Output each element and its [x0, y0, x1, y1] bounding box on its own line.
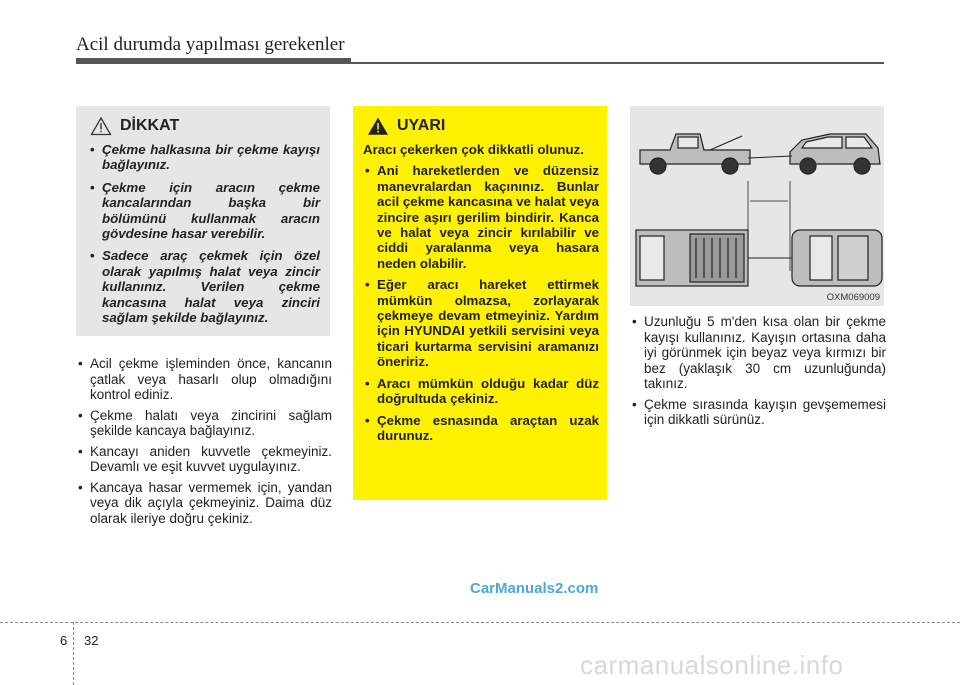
tow-strap-side	[748, 156, 792, 158]
list-item: • Çekme sırasında kayışın gevşememesi için dikkatli sürünüz.	[630, 397, 886, 428]
list-item: • Kancaya hasar vermemek için, yandan veya dik açıyla çekmeyiniz. Daima düz olarak ileriye doğru çekiniz.	[76, 480, 332, 527]
footer-divider	[0, 622, 960, 624]
tow-strap-instructions-list	[630, 314, 886, 433]
warning-triangle-icon	[367, 116, 389, 136]
watermark-carmanuals2[interactable]: CarManuals2.com	[470, 580, 599, 597]
warning-item: • Aracı mümkün olduğu kadar düz doğrultuda çekiniz.	[363, 376, 599, 407]
tow-truck-top-icon	[636, 230, 748, 286]
watermark-carmanualsonline: carmanualsonline.info	[580, 650, 844, 680]
list-item: • Kancayı aniden kuvvetle çekmeyiniz. Devamlı ve eşit kuvvet uygulayınız.	[76, 444, 332, 475]
caution-box	[76, 106, 330, 336]
caution-list	[88, 142, 320, 325]
header-bar-thin	[351, 62, 884, 64]
warning-item: • Çekme esnasında araçtan uzak durunuz.	[363, 413, 599, 444]
figure-code: OXM069009	[826, 292, 880, 303]
list-item: • Çekme halatı veya zincirini sağlam şekilde kancaya bağlayınız.	[76, 408, 332, 439]
warning-title: UYARI	[397, 117, 446, 134]
warning-box	[353, 106, 607, 500]
towing-illustration-drawing	[630, 106, 884, 306]
header-bar-thick	[76, 58, 351, 64]
list-item: • Acil çekme işleminden önce, kancanın çatlak veya hasarlı olup olmadığını kontrol ediniz.	[76, 356, 332, 403]
suv-side-icon	[790, 134, 880, 174]
warning-item: • Ani hareketlerden ve düzensiz manevralardan kaçınınız. Bunlar acil çekme kancasına ve halat veya zincire aşırı gerilim bindirir. Kanca ve halat veya zincir kırılabilir ve ciddi yaralanma veya hasara neden olabilir.	[363, 163, 599, 271]
list-item: • Uzunluğu 5 m'den kısa olan bir çekme kayışı kullanınız. Kayışın ortasına daha iyi görünmek için beyaz veya kırmızı bir bez (yaklaşık 30 cm uzunluğunda) takınız.	[630, 314, 886, 392]
caution-item: • Sadece araç çekmek için özel olarak yapılmış halat veya zincir kullanınız. Verilen çekme kancasına halat veya zinciri sağlam şekilde bağlayınız.	[88, 248, 320, 325]
page-number: 32	[84, 633, 99, 648]
warning-item: • Eğer aracı hareket ettirmek mümkün olmazsa, zorlayarak çekmeye devam etmeyiniz. Yardım için HYUNDAI yetkili servisini veya ticari kurtarma servisini aramanızı öneririz.	[363, 277, 599, 369]
tow-truck-side-icon	[640, 134, 750, 174]
towing-illustration	[630, 106, 884, 306]
footer-vertical-divider	[73, 622, 75, 685]
page-header-title: Acil durumda yapılması gerekenler	[76, 34, 345, 55]
suv-top-icon	[792, 230, 882, 286]
warning-header	[367, 116, 599, 136]
caution-item: • Çekme halkasına bir çekme kayışı bağlayınız.	[88, 142, 320, 173]
warning-triangle-icon	[90, 116, 112, 136]
warning-list	[363, 163, 599, 443]
towing-instructions-list	[76, 356, 332, 531]
page-section-number: 6	[60, 633, 68, 648]
caution-item: • Çekme için aracın çekme kancalarından başka bir bölümünü kullanmak aracın gövdesine hasar verebilir.	[88, 180, 320, 242]
caution-title: DİKKAT	[120, 117, 180, 134]
warning-intro: Aracı çekerken çok dikkatli olunuz.	[363, 142, 584, 157]
caution-header	[90, 116, 320, 136]
